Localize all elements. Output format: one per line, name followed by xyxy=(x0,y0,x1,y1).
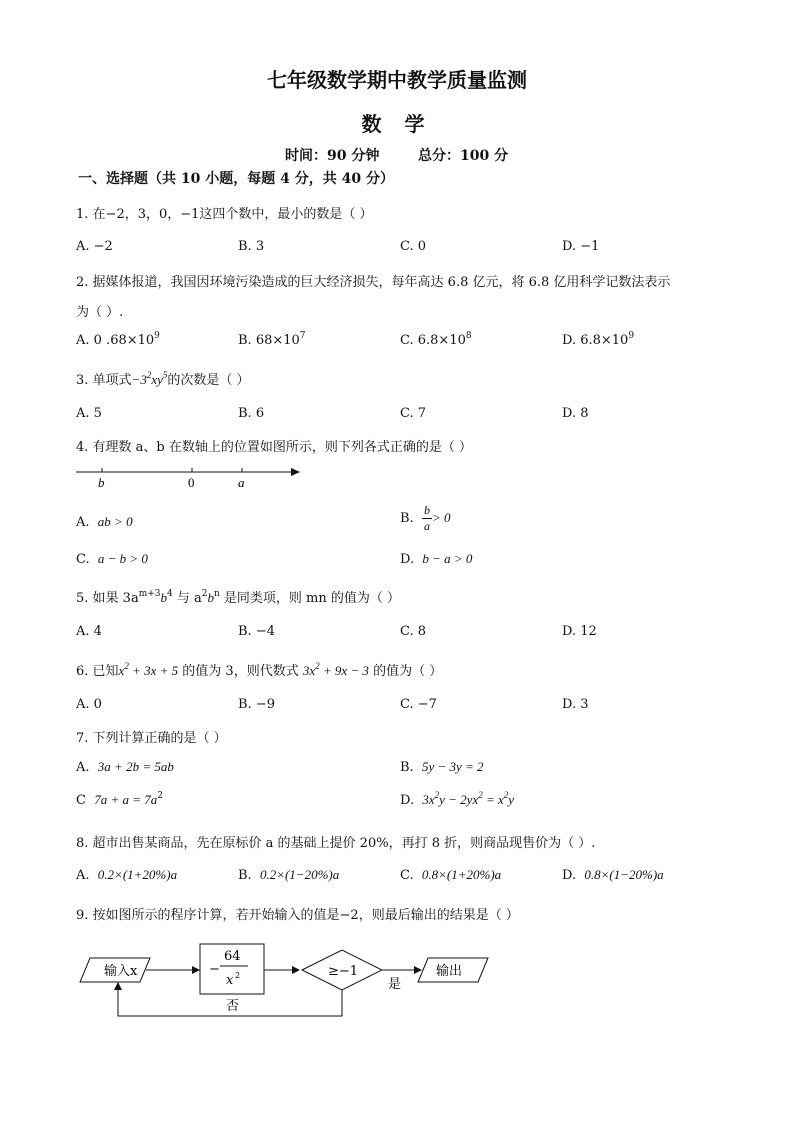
q1-numbers: −2，3，0，−1 xyxy=(105,207,200,222)
question-3: 3. 单项式$-3^2xy^5$的次数是（ ） xyxy=(76,370,250,388)
program-flowchart xyxy=(76,938,496,1022)
q1-option-c: C. 0 xyxy=(400,239,427,254)
q3-expression: $-3^2xy^5$ xyxy=(131,370,168,387)
label-b: b xyxy=(98,475,105,490)
q5-option-c: C. 8 xyxy=(400,624,427,639)
flow-input-label: 输入x xyxy=(104,964,138,979)
q5-option-b: B. −4 xyxy=(238,624,275,639)
q4-option-b: B. $\frac{b}{a}$ > 0 xyxy=(400,503,451,533)
flow-no-label: 否 xyxy=(226,999,240,1014)
q5-option-d: D. 12 xyxy=(562,624,597,639)
flow-frac-num: 64 xyxy=(224,949,241,964)
flow-frac-den-exp: 2 xyxy=(235,971,241,980)
q4-option-a: A. ab > 0 xyxy=(76,514,133,530)
flow-condition: ≥−1 xyxy=(328,964,359,979)
question-7: 7. 下列计算正确的是（ ） xyxy=(76,731,227,746)
q6-option-c: C. −7 xyxy=(400,697,437,712)
question-6: 6. 已知$x^2 + 3x + 5$ 的值为 3，则代数式 $3x^2 + 9x - 3$ 的值为（ ） xyxy=(76,661,443,679)
q1-option-a: A. −2 xyxy=(76,239,113,254)
q2-option-a: A. 0 $.68\times 10^9$ xyxy=(76,331,160,348)
question-2-line1: 2. 据媒体报道，我国因环境污染造成的巨大经济损失，每年高达 6.8 亿元，将 6.8 亿用科学记数法表示 xyxy=(76,275,671,290)
q3-option-c: C. 7 xyxy=(400,406,427,421)
q8-option-d: D. 0.8×(1−20%)a xyxy=(562,867,664,883)
q3-option-b: B. 6 xyxy=(238,406,265,421)
q1-suffix: 这四个数中，最小的数是（ ） xyxy=(199,207,373,222)
q8-option-b: B. 0.2×(1−20%)a xyxy=(238,867,340,883)
q3-option-a: A. 5 xyxy=(76,406,102,421)
q4-option-c: C. a − b > 0 xyxy=(76,551,148,567)
q8-option-c: C. 0.8×(1+20%)a xyxy=(400,867,502,883)
q1-option-d: D. −1 xyxy=(562,239,600,254)
q6-option-d: D. 3 xyxy=(562,697,589,712)
subject-title: 数 学 xyxy=(361,112,433,136)
flow-frac-den: x xyxy=(226,973,234,988)
section-heading: 一、选择题（共 10 小题，每题 4 分，共 40 分） xyxy=(78,171,394,187)
q5-option-a: A. 4 xyxy=(76,624,102,639)
q7-option-a: A. 3a + 2b = 5ab xyxy=(76,759,174,775)
label-a: a xyxy=(238,475,245,490)
q1-prefix: 1. 在 xyxy=(76,207,106,222)
q6-option-b: B. −9 xyxy=(238,697,275,712)
q1-option-b: B. 3 xyxy=(238,239,265,254)
question-5: 5. 如果 $3a^{m+3}b^4$ 与 $a^2b^n$ 是同类项，则 mn 的值为（ ） xyxy=(76,589,401,606)
q6-option-a: A. 0 xyxy=(76,697,102,712)
q7-option-d: D. $3x^2y - 2yx^2 = x^2y$ xyxy=(400,790,515,808)
label-0: 0 xyxy=(188,475,195,490)
exam-title: 七年级数学期中教学质量监测 xyxy=(267,68,527,92)
q2-option-d: D. $6.8\times 10^9$ xyxy=(562,331,635,348)
q2-option-b: B. $68\times 10^7$ xyxy=(238,331,306,348)
q8-option-a: A. 0.2×(1+20%)a xyxy=(76,867,178,883)
flow-yes-label: 是 xyxy=(388,977,402,992)
question-9: 9. 按如图所示的程序计算，若开始输入的值是−2，则最后输出的结果是（ ） xyxy=(76,908,519,923)
flow-output-label: 输出 xyxy=(436,964,463,979)
exam-time: 时间：90 分钟 xyxy=(285,148,380,164)
q7-option-c: C $7a + a = 7a^2$ xyxy=(76,791,163,808)
question-8: 8. 超市出售某商品，先在原标价 a 的基础上提价 20%，再打 8 折，则商品现售价为（ ）. xyxy=(76,836,596,851)
q7-option-b: B. 5y − 3y = 2 xyxy=(400,759,484,775)
question-4: 4. 有理数 a、b 在数轴上的位置如图所示，则下列各式正确的是（ ） xyxy=(76,440,473,455)
number-line-arrow xyxy=(291,468,300,476)
question-1 xyxy=(76,203,373,222)
q3-option-d: D. 8 xyxy=(562,406,589,421)
number-line xyxy=(70,462,310,492)
flow-minus-sign: − xyxy=(209,962,220,977)
q4-option-d: D. b − a > 0 xyxy=(400,551,473,567)
exam-total: 总分：100 分 xyxy=(418,148,509,164)
question-2-line2: 为（ ）. xyxy=(76,305,124,320)
q2-option-c: C. $6.8\times 10^8$ xyxy=(400,331,472,348)
